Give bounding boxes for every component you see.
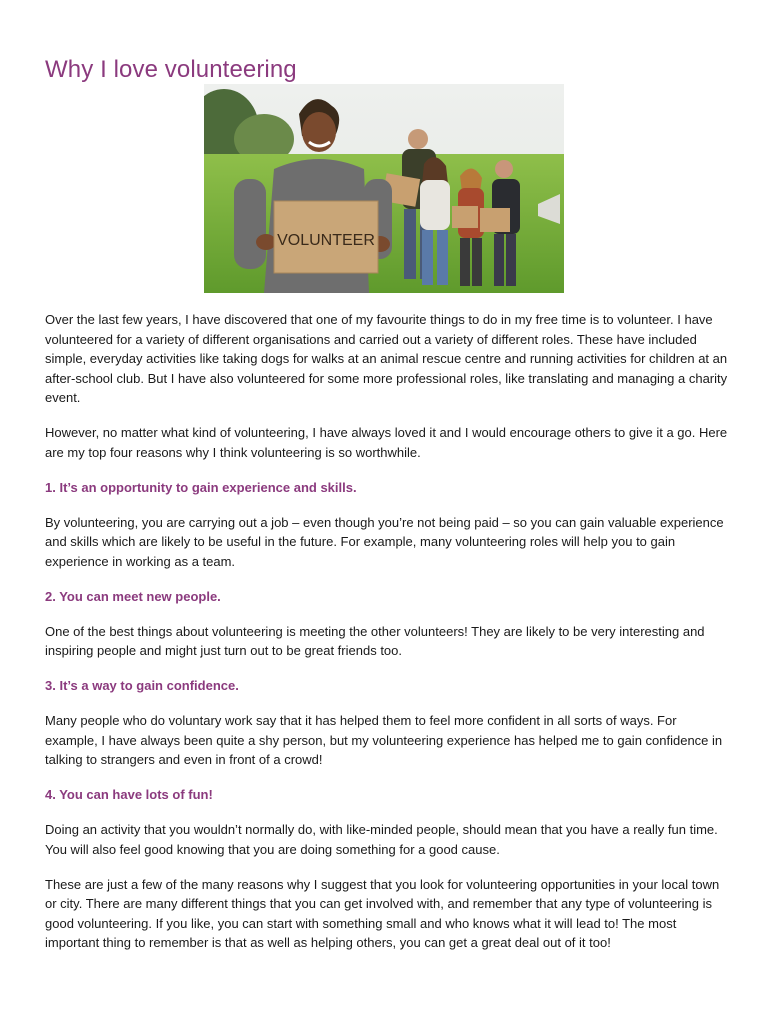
reason-2-heading: 2. You can meet new people.	[45, 588, 221, 604]
volunteers-illustration	[204, 84, 564, 293]
reason-1-heading: 1. It’s an opportunity to gain experience and skills.	[45, 479, 357, 495]
page-title: Why I love volunteering	[45, 56, 297, 83]
reason-1-paragraph: By volunteering, you are carrying out a job – even though you’re not being paid – so you can gain valuable experience and skills which are likely to be useful in the future. For example, many volunteering roles will help you to gain experience in working as a team.	[45, 514, 724, 569]
conclusion-paragraph: These are just a few of the many reasons why I suggest that you look for volunteering opportunities in your local town or city. There are many different things that you can get involved with, and remember that any type of volunteering is good volunteering. If you like, you can start with something small and who knows what it will lead to! The most important thing to remember is that as well as helping others, you can get a great deal out of it too!	[45, 876, 720, 950]
sign-text: VOLUNTEER	[277, 232, 375, 249]
however-paragraph: However, no matter what kind of volunteering, I have always loved it and I would encourage others to give it a go. Here are my top four reasons why I think volunteering is so worthwhile.	[45, 425, 728, 460]
intro-paragraph: Over the last few years, I have discovered that one of my favourite things to do in my free time is to volunteer. I have volunteered for a variety of different organisations and carried out a variety of different roles. These have included simple, everyday activities like taking dogs for walks at an animal rescue centre and running activities for children at an after-school club. But I have also volunteered for some more professional roles, like translating and managing a charity event.	[45, 312, 728, 405]
reason-4-paragraph: Doing an activity that you wouldn’t normally do, with like-minded people, should mean that you have a really fun time. You will also feel good knowing that you are doing something for a good cause.	[45, 822, 718, 857]
reason-4-heading: 4. You can have lots of fun!	[45, 787, 213, 802]
reason-3-heading: 3. It’s a way to gain confidence.	[45, 678, 239, 693]
article-body	[45, 310, 730, 968]
volunteers-photo	[204, 84, 564, 293]
reason-3-paragraph: Many people who do voluntary work say that it has helped them to feel more confident in all sorts of ways. For example, I have always been quite a shy person, but my volunteering experience has helped me to gain confidence in talking to strangers and even in front of a crowd!	[45, 713, 723, 767]
reason-2-paragraph: One of the best things about volunteering is meeting the other volunteers! They are likely to be very interesting and inspiring people and might just turn out to be great friends too.	[45, 623, 705, 658]
